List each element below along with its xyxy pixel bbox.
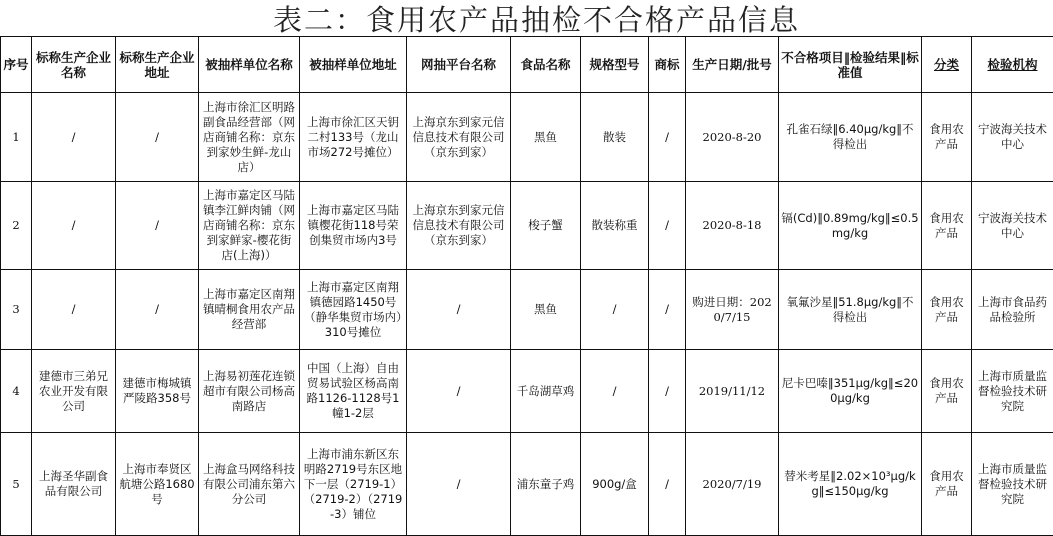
failed-products-table [0, 36, 1053, 536]
table-row [1, 350, 1053, 433]
cell-producer-address: / [116, 182, 199, 270]
cell-failed-item: 氧氟沙星‖51.8μg/kg‖不得检出 [779, 270, 922, 350]
cell-failed-item: 替米考星‖2.02×10³μg/kg‖≤150μg/kg [779, 433, 922, 536]
cell-date-batch: 2020-8-18 [686, 182, 779, 270]
cell-trademark: / [649, 350, 686, 433]
col-header-trademark: 商标 [649, 37, 686, 93]
cell-platform: / [407, 433, 511, 536]
col-header-category-label: 分类 [933, 57, 959, 72]
table-row [1, 433, 1053, 536]
cell-inspection-agency: 宁波海关技术中心 [972, 182, 1053, 270]
cell-food-name: 梭子蟹 [511, 182, 581, 270]
cell-producer-address: / [116, 270, 199, 350]
cell-platform: 上海京东到家元信信息技术有限公司（京东到家） [407, 182, 511, 270]
cell-producer-address: 上海市奉贤区航塘公路1680号 [116, 433, 199, 536]
cell-inspection-agency: 上海市食品药品检验所 [972, 270, 1053, 350]
cell-category: 食用农产品 [922, 182, 972, 270]
cell-spec: 900g/盒 [581, 433, 649, 536]
col-header-platform: 网抽平台名称 [407, 37, 511, 93]
cell-sampled-unit-address: 上海市嘉定区南翔镇德园路1450号（静华集贸市场内）310号摊位 [300, 270, 407, 350]
col-header-sampled-unit-address: 被抽样单位地址 [300, 37, 407, 93]
cell-sampled-unit-name: 上海易初莲花连锁超市有限公司杨高南路店 [199, 350, 300, 433]
cell-date-batch: 2020-8-20 [686, 93, 779, 182]
cell-producer-name: / [32, 182, 116, 270]
cell-seq: 4 [1, 350, 32, 433]
cell-failed-item: 孔雀石绿‖6.40μg/kg‖不得检出 [779, 93, 922, 182]
cell-category: 食用农产品 [922, 270, 972, 350]
cell-producer-name: 上海圣华副食品有限公司 [32, 433, 116, 536]
cell-category: 食用农产品 [922, 433, 972, 536]
header-row [1, 37, 1053, 93]
cell-date-batch: 2020/7/19 [686, 433, 779, 536]
col-header-inspection-agency-label: 检验机构 [987, 57, 1038, 72]
cell-inspection-agency: 上海市质量监督检验技术研究院 [972, 433, 1053, 536]
cell-producer-name: / [32, 93, 116, 182]
table-row [1, 93, 1053, 182]
cell-seq: 2 [1, 182, 32, 270]
cell-producer-name: 建德市三弟兄农业开发有限公司 [32, 350, 116, 433]
cell-seq: 5 [1, 433, 32, 536]
col-header-seq: 序号 [1, 37, 32, 93]
cell-trademark: / [649, 433, 686, 536]
cell-failed-item: 尼卡巴嗪‖351μg/kg‖≤200μg/kg [779, 350, 922, 433]
cell-trademark: / [649, 182, 686, 270]
cell-date-batch: 购进日期：2020/7/15 [686, 270, 779, 350]
cell-food-name: 千岛湖草鸡 [511, 350, 581, 433]
cell-food-name: 黑鱼 [511, 93, 581, 182]
cell-failed-item: 镉(Cd)‖0.89mg/kg‖≤0.5mg/kg [779, 182, 922, 270]
page-title: 表二：食用农产品抽检不合格产品信息 [272, 3, 800, 37]
cell-producer-address: / [116, 93, 199, 182]
cell-sampled-unit-name: 上海盒马网络科技有限公司浦东第六分公司 [199, 433, 300, 536]
col-header-sampled-unit-name: 被抽样单位名称 [199, 37, 300, 93]
cell-inspection-agency: 宁波海关技术中心 [972, 93, 1053, 182]
table-row [1, 182, 1053, 270]
cell-food-name: 黑鱼 [511, 270, 581, 350]
cell-spec: / [581, 270, 649, 350]
cell-sampled-unit-name: 上海市嘉定区南翔镇晴桐食用农产品经营部 [199, 270, 300, 350]
cell-platform: / [407, 270, 511, 350]
cell-platform: / [407, 350, 511, 433]
table-row [1, 270, 1053, 350]
cell-sampled-unit-name: 上海市嘉定区马陆镇李江鲜肉铺（网店商铺名称：京东到家鲜家-樱花街店(上海)） [199, 182, 300, 270]
cell-sampled-unit-name: 上海市徐汇区明路副食品经营部（网店商铺名称：京东到家妙生鲜-龙山店） [199, 93, 300, 182]
cell-sampled-unit-address: 上海市徐汇区天钥二村133号（龙山市场272号摊位） [300, 93, 407, 182]
cell-spec: 散装 [581, 93, 649, 182]
cell-category: 食用农产品 [922, 93, 972, 182]
cell-seq: 3 [1, 270, 32, 350]
cell-platform: 上海京东到家元信信息技术有限公司（京东到家） [407, 93, 511, 182]
cell-sampled-unit-address: 上海市嘉定区马陆镇樱花街118号荣创集贸市场内3号 [300, 182, 407, 270]
cell-producer-address: 建德市梅城镇严陵路358号 [116, 350, 199, 433]
col-header-inspection-agency [972, 37, 1053, 93]
cell-inspection-agency: 上海市质量监督检验技术研究院 [972, 350, 1053, 433]
col-header-food-name: 食品名称 [511, 37, 581, 93]
cell-trademark: / [649, 270, 686, 350]
cell-category: 食用农产品 [922, 350, 972, 433]
col-header-category [922, 37, 972, 93]
cell-date-batch: 2019/11/12 [686, 350, 779, 433]
cell-seq: 1 [1, 93, 32, 182]
cell-spec: 散装称重 [581, 182, 649, 270]
cell-sampled-unit-address: 上海市浦东新区东明路2719号东区地下一层（2719-1）（2719-2）（2719-3）铺位 [300, 433, 407, 536]
cell-food-name: 浦东童子鸡 [511, 433, 581, 536]
cell-producer-name: / [32, 270, 116, 350]
cell-sampled-unit-address: 中国（上海）自由贸易试验区杨高南路1126-1128号1幢1-2层 [300, 350, 407, 433]
col-header-date-batch: 生产日期/批号 [686, 37, 779, 93]
cell-trademark: / [649, 93, 686, 182]
cell-spec: / [581, 350, 649, 433]
col-header-spec: 规格型号 [581, 37, 649, 93]
col-header-producer-name: 标称生产企业名称 [32, 37, 116, 93]
col-header-failed-item: 不合格项目‖检验结果‖标准值 [779, 37, 922, 93]
col-header-producer-address: 标称生产企业地址 [116, 37, 199, 93]
